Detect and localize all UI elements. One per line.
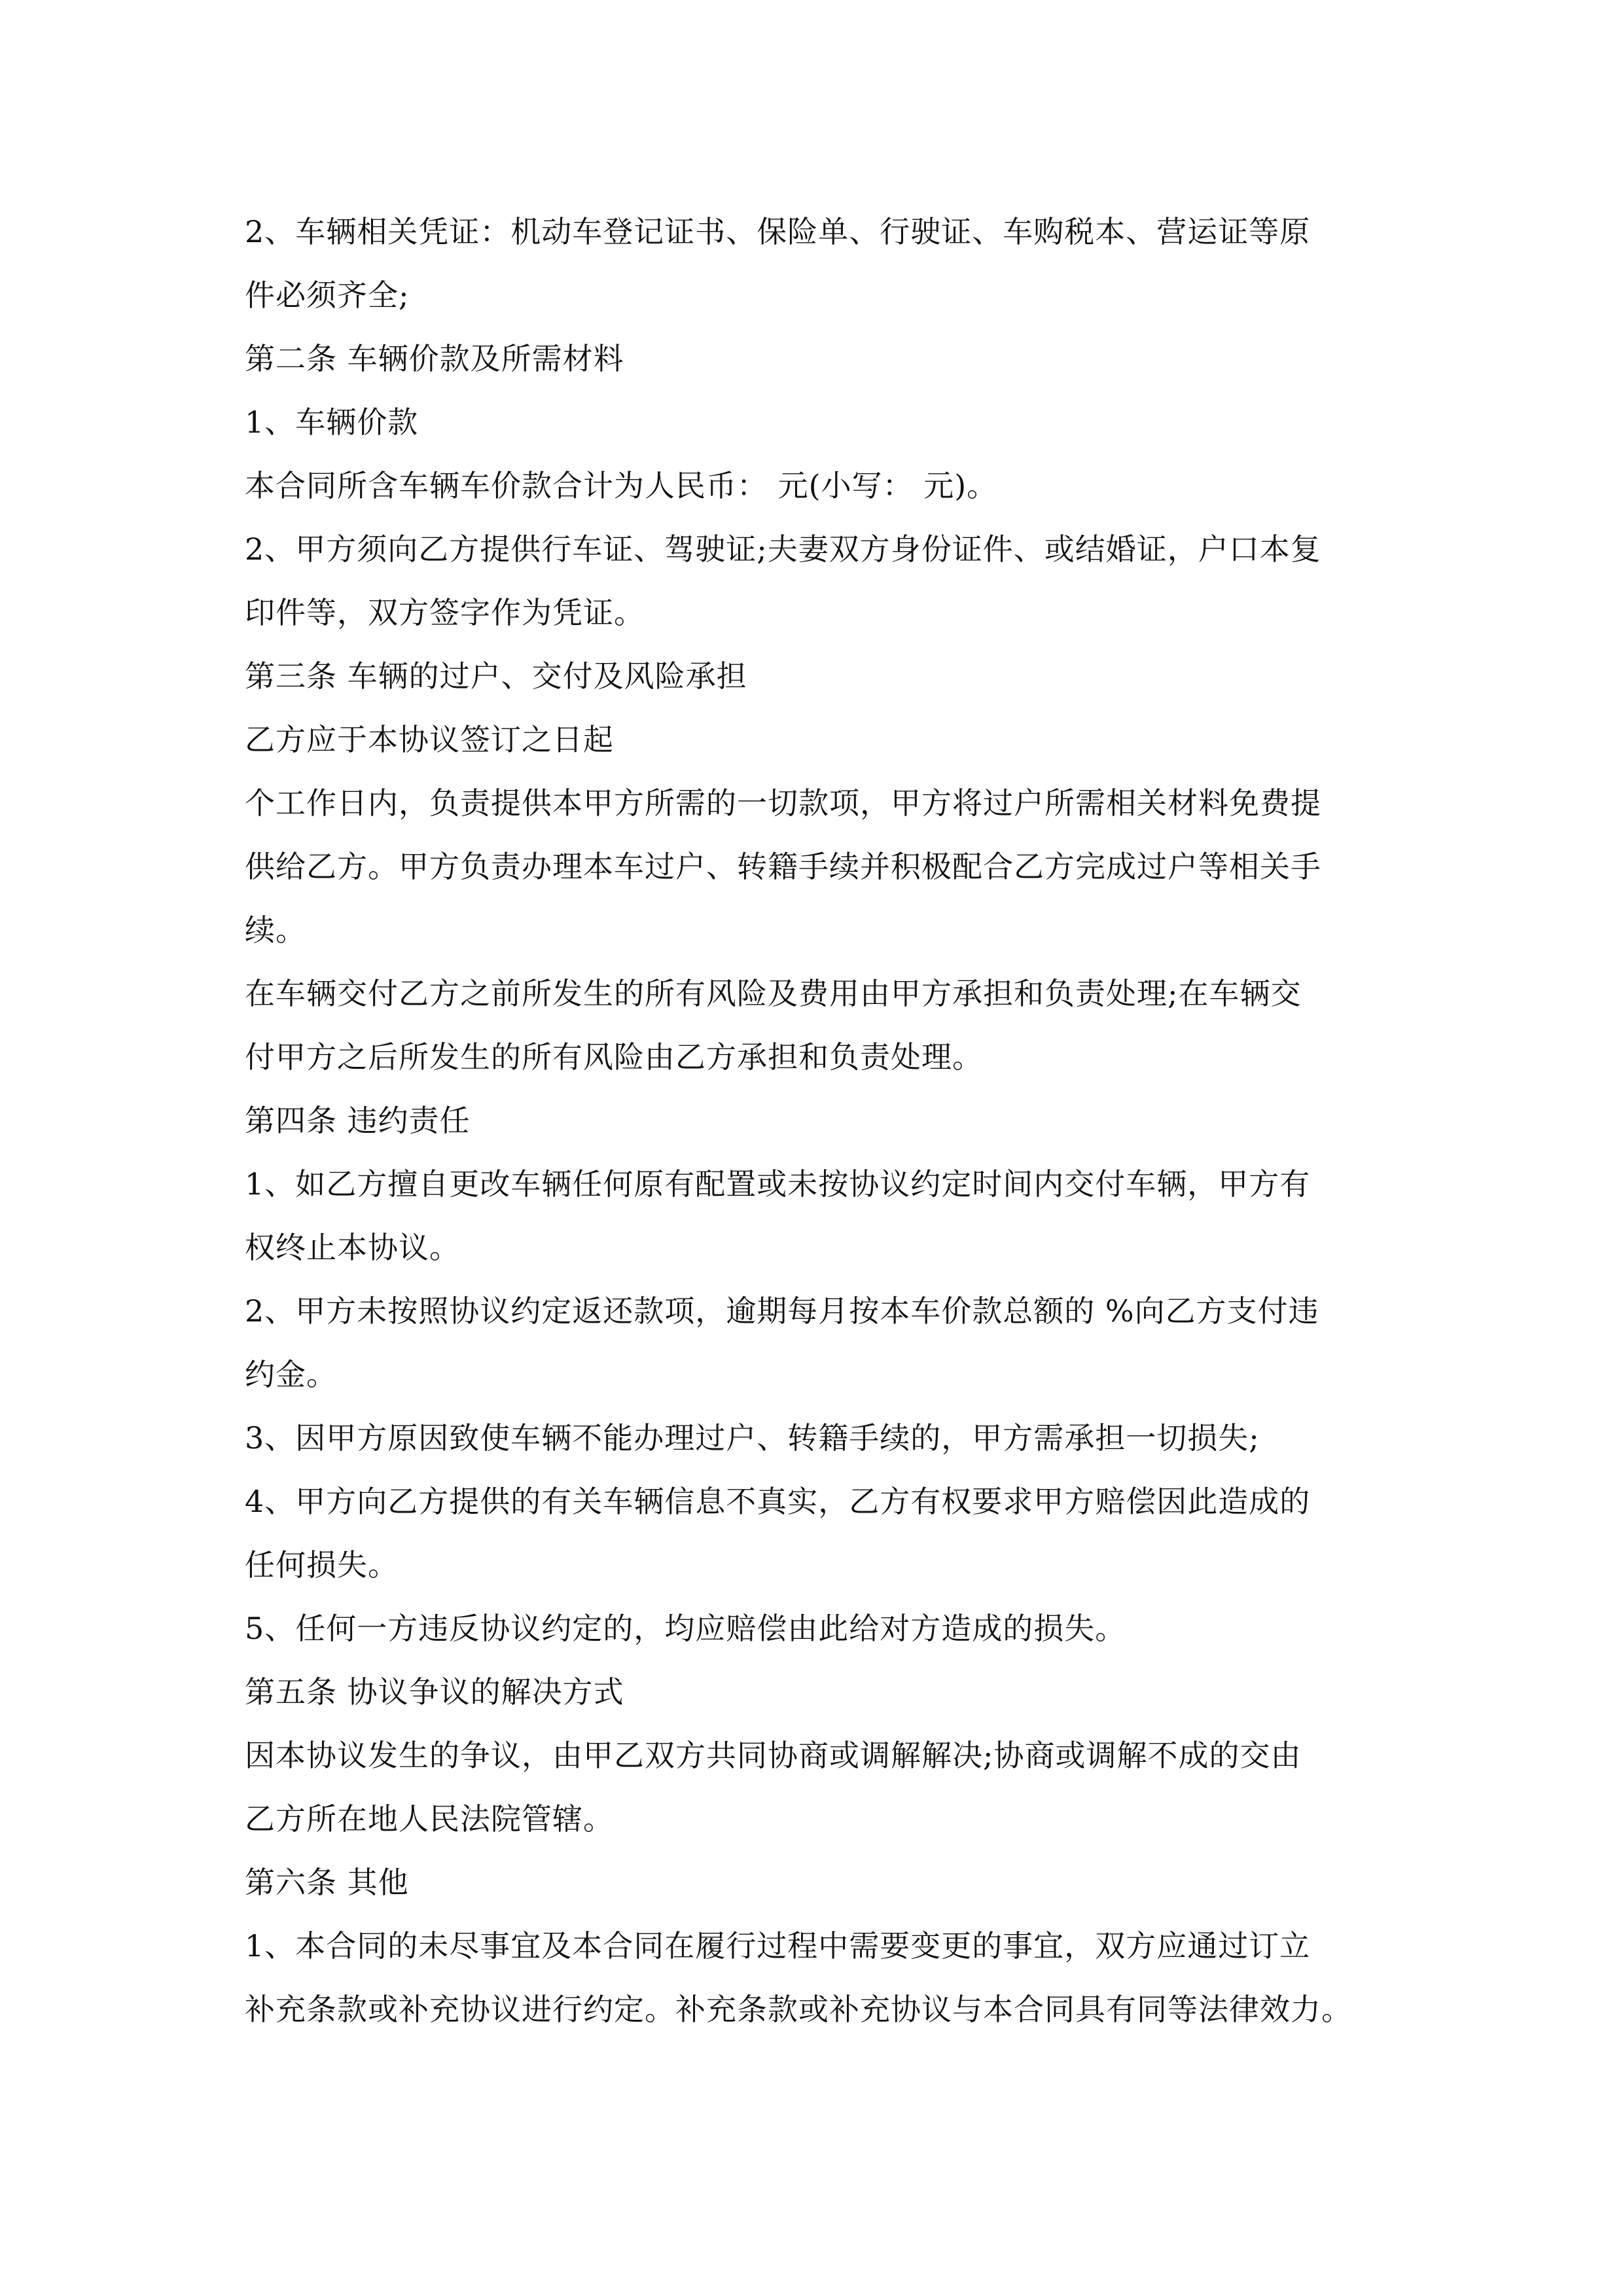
text-line: 本合同所含车辆车价款合计为人民币： 元(小写： 元)。 xyxy=(245,468,998,503)
section-heading: 第五条 协议争议的解决方式 xyxy=(245,1674,624,1710)
text-line: 件必须齐全; xyxy=(245,278,410,313)
text-line: 1、本合同的未尽事宜及本合同在履行过程中需要变更的事宜，双方应通过订立 xyxy=(245,1928,1311,1964)
text-line: 任何损失。 xyxy=(245,1547,399,1583)
text-line: 在车辆交付乙方之前所发生的所有风险及费用由甲方承担和负责处理;在车辆交 xyxy=(245,976,1302,1011)
text-line: 因本协议发生的争议，由甲乙双方共同协商或调解解决;协商或调解不成的交由 xyxy=(245,1738,1302,1773)
text-line: 乙方所在地人民法院管辖。 xyxy=(245,1801,614,1837)
section-heading: 第四条 违约责任 xyxy=(245,1103,471,1138)
text-line: 5、任何一方违反协议约定的，均应赔偿由此给对方造成的损失。 xyxy=(245,1611,1126,1646)
section-heading: 第二条 车辆价款及所需材料 xyxy=(245,341,624,376)
text-line: 1、如乙方擅自更改车辆任何原有配置或未按协议约定时间内交付车辆，甲方有 xyxy=(245,1166,1311,1202)
text-line: 印件等，双方签字作为凭证。 xyxy=(245,595,645,630)
text-line: 4、甲方向乙方提供的有关车辆信息不真实，乙方有权要求甲方赔偿因此造成的 xyxy=(245,1484,1311,1519)
text-line: 2、甲方未按照协议约定返还款项，逾期每月按本车价款总额的 %向乙方支付违 xyxy=(245,1293,1319,1329)
text-line: 2、甲方须向乙方提供行车证、驾驶证;夫妻双方身份证件、或结婚证，户口本复 xyxy=(245,531,1321,567)
text-line: 权终止本协议。 xyxy=(245,1230,460,1265)
text-line: 3、因甲方原因致使车辆不能办理过户、转籍手续的，甲方需承担一切损失; xyxy=(245,1420,1260,1456)
text-line: 乙方应于本协议签订之日起 xyxy=(245,722,614,757)
text-line: 个工作日内，负责提供本甲方所需的一切款项，甲方将过户所需相关材料免费提 xyxy=(245,785,1321,821)
text-line: 补充条款或补充协议进行约定。补充条款或补充协议与本合同具有同等法律效力。 xyxy=(245,1992,1352,2027)
section-heading: 第六条 其他 xyxy=(245,1865,409,1900)
text-line: 续。 xyxy=(245,912,306,948)
text-line: 1、车辆价款 xyxy=(245,404,419,440)
text-line: 约金。 xyxy=(245,1357,337,1392)
text-line: 付甲方之后所发生的所有风险由乙方承担和负责处理。 xyxy=(245,1039,983,1075)
document-body xyxy=(245,200,1383,2041)
section-heading: 第三条 车辆的过户、交付及风险承担 xyxy=(245,658,747,694)
text-line: 2、车辆相关凭证：机动车登记证书、保险单、行驶证、车购税本、营运证等原 xyxy=(245,214,1311,249)
text-line: 供给乙方。甲方负责办理本车过户、转籍手续并积极配合乙方完成过户等相关手 xyxy=(245,849,1321,884)
